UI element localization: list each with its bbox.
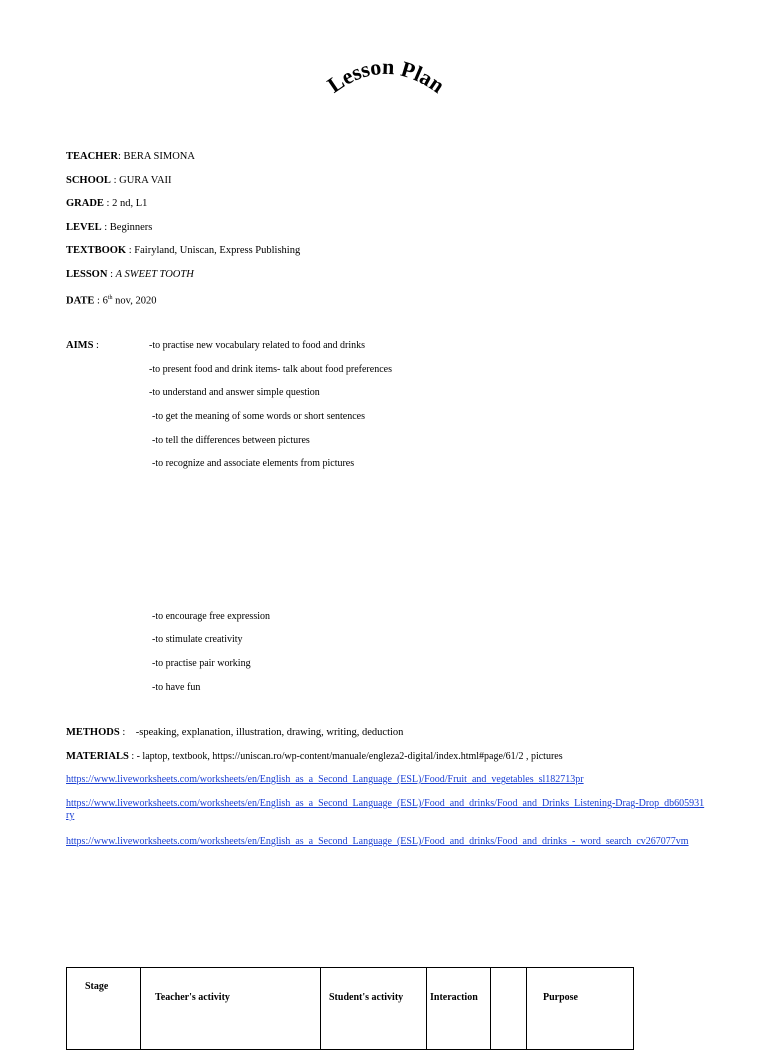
lesson-line (66, 268, 194, 281)
svg-text:Lesson Plan (323, 54, 450, 98)
date-sup: th (107, 295, 113, 301)
date-label: DATE (66, 295, 95, 307)
materials-value: : - laptop, textbook, https://uniscan.ro/wp-content/manuale/engleza2-digital/index.html#page/61/2 , pictures (128, 751, 563, 762)
arched-title-art (300, 52, 470, 112)
school-line (66, 174, 172, 187)
title-text: Lesson Plan (322, 53, 450, 98)
methods-value: : -speaking, explanation, illustration, drawing, writing, deduction (119, 727, 404, 738)
materials-label: MATERIALS (66, 751, 129, 762)
grade-value: : 2 nd, L1 (103, 198, 148, 209)
level-label: LEVEL (66, 222, 102, 233)
aim-item: -to get the meaning of some words or short sentences (152, 411, 366, 422)
aims-label: AIMS (66, 340, 94, 351)
aim-item: -to recognize and associate elements from pictures (152, 458, 355, 469)
grade-label: GRADE (66, 198, 104, 209)
date-pre: : 6 (94, 295, 108, 307)
aim-item: -to have fun (152, 682, 201, 693)
aims-sep: : (93, 340, 99, 351)
lesson-plan-title (300, 52, 470, 112)
header-empty (491, 968, 527, 1050)
teacher-label: TEACHER (66, 151, 118, 162)
worksheet-link[interactable]: https://www.liveworksheets.com/worksheets/en/English_as_a_Second_Language_(ESL)/Food/Fruit_and_vegetables_sl182713pr (66, 774, 584, 785)
level-line (66, 221, 152, 234)
school-label: SCHOOL (66, 175, 111, 186)
date-post: nov, 2020 (112, 295, 157, 307)
grade-line (66, 197, 147, 210)
aim-item: -to practise new vocabulary related to food and drinks (149, 340, 366, 351)
aim-item: -to encourage free expression (152, 611, 270, 622)
teacher-line (66, 150, 195, 163)
school-value: : GURA VAII (110, 175, 172, 186)
header-teacher-activity: Teacher's activity (141, 968, 321, 1050)
textbook-line (66, 244, 300, 257)
teacher-value: : BERA SIMONA (117, 151, 195, 162)
date-line (66, 292, 156, 308)
lesson-label: LESSON (66, 269, 108, 280)
lesson-stages-table (66, 967, 634, 1050)
worksheet-link[interactable]: https://www.liveworksheets.com/worksheets/en/English_as_a_Second_Language_(ESL)/Food_and_drinks/Food_and_drinks_-_word_search_cv267077vm (66, 836, 689, 847)
header-student-activity: Student's activity (321, 968, 427, 1050)
aim-item: -to practise pair working (152, 658, 251, 669)
textbook-label: TEXTBOOK (66, 245, 127, 256)
aim-item: -to present food and drink items- talk about food preferences (149, 364, 392, 375)
materials-line (66, 750, 563, 763)
lesson-value: A SWEET TOOTH (115, 269, 194, 280)
methods-line (66, 726, 403, 739)
aim-item: -to stimulate creativity (152, 634, 243, 645)
aim-item: -to understand and answer simple question (149, 387, 320, 398)
table-header-row (67, 968, 634, 1050)
methods-label: METHODS (66, 727, 120, 738)
level-value: : Beginners (101, 222, 153, 233)
worksheet-link[interactable]: https://www.liveworksheets.com/worksheets/en/English_as_a_Second_Language_(ESL)/Food_and_drinks/Food_and_Drinks_Listening-Drag-Drop_db605931ry (66, 798, 705, 821)
header-purpose: Purpose (527, 968, 634, 1050)
textbook-value: : Fairyland, Uniscan, Express Publishing (126, 245, 301, 256)
aims-heading (66, 339, 99, 352)
header-interaction: Interaction (427, 968, 491, 1050)
aim-item: -to tell the differences between pictures (152, 435, 310, 446)
header-stage: Stage (67, 968, 141, 1050)
lesson-sep: : (107, 269, 116, 280)
